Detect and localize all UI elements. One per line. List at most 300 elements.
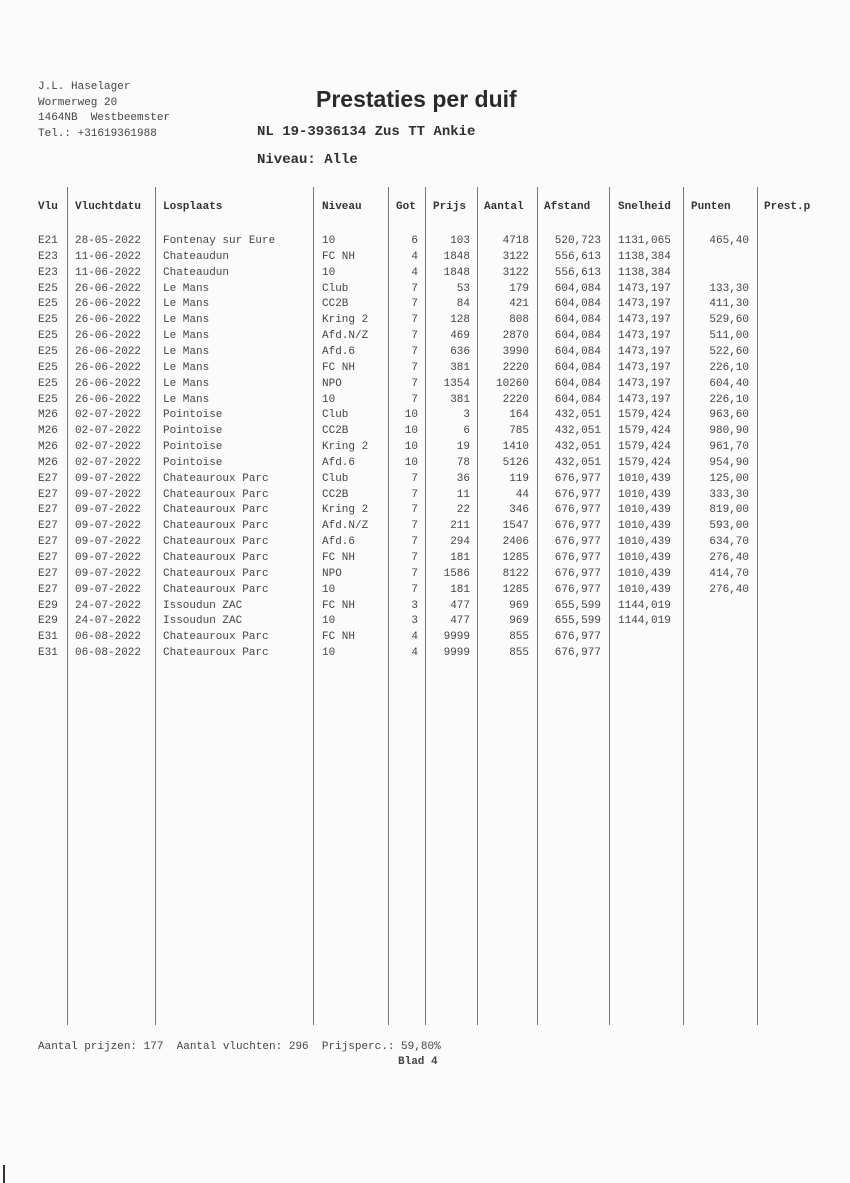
cell-level: CC2B xyxy=(322,488,349,501)
cell-prize: 11 xyxy=(456,488,470,501)
cell-got: 4 xyxy=(411,631,418,644)
cell-vlu: E25 xyxy=(38,314,58,327)
cell-got: 4 xyxy=(411,266,418,279)
column-header-speed: Snelheid xyxy=(618,201,671,213)
cell-vlu: E29 xyxy=(38,599,58,612)
page-number: Blad 4 xyxy=(398,1056,438,1068)
column-header-points: Punten xyxy=(691,201,731,213)
cell-distance: 604,084 xyxy=(554,282,601,295)
cell-date: 09-07-2022 xyxy=(75,504,142,517)
cell-level: Club xyxy=(322,282,349,295)
cell-level: FC NH xyxy=(322,631,356,644)
cell-location: Le Mans xyxy=(163,282,210,295)
cell-prize: 3 xyxy=(463,409,470,422)
cell-distance: 520,723 xyxy=(554,235,601,247)
cell-distance: 676,977 xyxy=(554,536,601,549)
cell-points: 125,00 xyxy=(709,472,749,485)
cell-location: Issoudun ZAC xyxy=(163,599,243,612)
cell-points: 276,40 xyxy=(709,583,749,596)
cell-distance: 676,977 xyxy=(554,583,601,596)
cell-date: 09-07-2022 xyxy=(75,472,142,485)
cell-date: 09-07-2022 xyxy=(75,488,142,501)
cell-date: 06-08-2022 xyxy=(75,647,142,660)
cell-got: 7 xyxy=(411,298,418,311)
summary: Aantal prijzen: 177 Aantal vluchten: 296 Prijsperc.: 59,80% xyxy=(38,1041,441,1053)
table-row xyxy=(0,346,850,362)
cell-prize: 636 xyxy=(450,345,470,358)
cell-count: 855 xyxy=(509,631,529,644)
cell-date: 11-06-2022 xyxy=(75,250,142,263)
cell-location: Chateauroux Parc xyxy=(163,472,269,485)
cell-got: 7 xyxy=(411,472,418,485)
cell-speed: 1010,439 xyxy=(618,488,671,501)
cell-count: 1285 xyxy=(502,552,529,564)
cell-got: 7 xyxy=(411,361,418,374)
cell-date: 26-06-2022 xyxy=(75,282,142,295)
cell-location: Chateaudun xyxy=(163,266,230,279)
cell-location: Pointoise xyxy=(163,441,223,454)
table-row xyxy=(0,362,850,378)
cell-got: 7 xyxy=(411,504,418,517)
cell-location: Issoudun ZAC xyxy=(163,615,243,628)
cell-date: 02-07-2022 xyxy=(75,409,142,422)
table-row xyxy=(0,615,850,631)
cell-date: 26-06-2022 xyxy=(75,361,142,374)
cell-location: Chateauroux Parc xyxy=(163,488,269,501)
cell-date: 28-05-2022 xyxy=(75,235,142,247)
table-row xyxy=(0,330,850,346)
cell-level: Afd.6 xyxy=(322,345,356,358)
cell-got: 4 xyxy=(411,647,418,660)
cell-count: 2220 xyxy=(502,393,529,406)
cell-count: 44 xyxy=(515,488,529,501)
cell-vlu: M26 xyxy=(38,441,58,454)
column-header-level: Niveau xyxy=(322,201,362,213)
cell-count: 969 xyxy=(509,615,529,628)
cell-location: Chateaudun xyxy=(163,250,230,263)
cell-distance: 604,084 xyxy=(554,377,601,390)
cell-vlu: E27 xyxy=(38,567,58,580)
cell-date: 26-06-2022 xyxy=(75,298,142,311)
cell-prize: 294 xyxy=(450,536,470,549)
cell-prize: 103 xyxy=(450,235,470,247)
cell-date: 26-06-2022 xyxy=(75,345,142,358)
cell-location: Fontenay sur Eure xyxy=(163,235,276,247)
cell-points: 961,70 xyxy=(709,441,749,454)
cell-distance: 604,084 xyxy=(554,298,601,311)
cell-distance: 676,977 xyxy=(554,488,601,501)
cell-count: 3122 xyxy=(502,266,529,279)
cell-points: 522,60 xyxy=(709,345,749,358)
cell-vlu: E23 xyxy=(38,250,58,263)
cell-speed: 1473,197 xyxy=(618,361,671,374)
cell-count: 2870 xyxy=(502,330,529,343)
table-row xyxy=(0,314,850,330)
cell-speed: 1579,424 xyxy=(618,441,671,454)
cell-points: 593,00 xyxy=(709,520,749,533)
cell-prize: 6 xyxy=(463,425,470,438)
table-row xyxy=(0,520,850,536)
cell-prize: 181 xyxy=(450,583,470,596)
cell-got: 10 xyxy=(404,409,418,422)
cell-count: 3122 xyxy=(502,250,529,263)
cell-count: 1547 xyxy=(502,520,529,533)
cell-level: FC NH xyxy=(322,250,356,263)
cell-location: Le Mans xyxy=(163,393,210,406)
cell-date: 11-06-2022 xyxy=(75,266,142,279)
table-row xyxy=(0,647,850,663)
cell-location: Chateauroux Parc xyxy=(163,504,269,517)
cell-level: Club xyxy=(322,409,349,422)
cell-vlu: E23 xyxy=(38,266,58,279)
table-row xyxy=(0,267,850,283)
cell-distance: 556,613 xyxy=(554,250,601,263)
cell-level: Club xyxy=(322,472,349,485)
cell-level: CC2B xyxy=(322,298,349,311)
cell-level: NPO xyxy=(322,377,342,390)
cell-speed: 1010,439 xyxy=(618,520,671,533)
cell-distance: 604,084 xyxy=(554,345,601,358)
cell-count: 346 xyxy=(509,504,529,517)
cell-vlu: M26 xyxy=(38,409,58,422)
cell-got: 6 xyxy=(411,235,418,247)
cell-level: Kring 2 xyxy=(322,504,369,517)
table-row xyxy=(0,378,850,394)
cell-points: 276,40 xyxy=(709,552,749,564)
cell-points: 604,40 xyxy=(709,377,749,390)
table-row xyxy=(0,235,850,251)
cell-distance: 556,613 xyxy=(554,266,601,279)
cell-speed: 1010,439 xyxy=(618,472,671,485)
cell-points: 819,00 xyxy=(709,504,749,517)
cell-level: 10 xyxy=(322,583,336,596)
cell-points: 963,60 xyxy=(709,409,749,422)
cell-location: Le Mans xyxy=(163,377,210,390)
table-row xyxy=(0,298,850,314)
cell-got: 3 xyxy=(411,599,418,612)
cell-prize: 53 xyxy=(456,282,470,295)
cell-points: 411,30 xyxy=(709,298,749,311)
cell-prize: 1354 xyxy=(443,377,470,390)
cell-distance: 432,051 xyxy=(554,425,601,438)
cell-points: 529,60 xyxy=(709,314,749,327)
table-row xyxy=(0,600,850,616)
cell-got: 7 xyxy=(411,330,418,343)
cell-prize: 78 xyxy=(456,456,470,469)
cell-got: 10 xyxy=(404,425,418,438)
cell-got: 7 xyxy=(411,282,418,295)
table-row xyxy=(0,251,850,267)
cell-points: 465,40 xyxy=(709,235,749,247)
cell-date: 24-07-2022 xyxy=(75,599,142,612)
cell-count: 2406 xyxy=(502,536,529,549)
cell-speed: 1010,439 xyxy=(618,552,671,564)
cell-count: 808 xyxy=(509,314,529,327)
cell-date: 26-06-2022 xyxy=(75,393,142,406)
cell-speed: 1131,065 xyxy=(618,235,671,247)
cell-speed: 1144,019 xyxy=(618,599,671,612)
cell-vlu: M26 xyxy=(38,425,58,438)
cell-got: 7 xyxy=(411,520,418,533)
cell-got: 7 xyxy=(411,345,418,358)
cell-date: 09-07-2022 xyxy=(75,536,142,549)
cell-prize: 211 xyxy=(450,520,470,533)
cell-prize: 36 xyxy=(456,472,470,485)
table-row xyxy=(0,489,850,505)
cell-count: 4718 xyxy=(502,235,529,247)
cell-distance: 655,599 xyxy=(554,599,601,612)
cell-vlu: E27 xyxy=(38,472,58,485)
cell-prize: 381 xyxy=(450,361,470,374)
table-row xyxy=(0,283,850,299)
cell-location: Chateauroux Parc xyxy=(163,520,269,533)
cell-location: Chateauroux Parc xyxy=(163,536,269,549)
cell-prize: 9999 xyxy=(443,647,470,660)
cell-level: FC NH xyxy=(322,552,356,564)
cell-level: FC NH xyxy=(322,599,356,612)
cell-level: Afd.N/Z xyxy=(322,330,369,343)
cell-prize: 22 xyxy=(456,504,470,517)
scan-edge xyxy=(3,1165,5,1183)
cell-prize: 1586 xyxy=(443,567,470,580)
cell-distance: 676,977 xyxy=(554,631,601,644)
table-row xyxy=(0,631,850,647)
cell-location: Pointoise xyxy=(163,409,223,422)
cell-speed: 1138,384 xyxy=(618,250,671,263)
cell-points: 954,90 xyxy=(709,456,749,469)
cell-vlu: E27 xyxy=(38,536,58,549)
cell-prize: 128 xyxy=(450,314,470,327)
cell-date: 09-07-2022 xyxy=(75,552,142,564)
cell-prize: 469 xyxy=(450,330,470,343)
cell-level: Kring 2 xyxy=(322,441,369,454)
page-title: Prestaties per duif xyxy=(316,86,517,112)
cell-level: Kring 2 xyxy=(322,314,369,327)
table-row xyxy=(0,552,850,568)
cell-count: 10260 xyxy=(495,377,529,390)
cell-vlu: E27 xyxy=(38,504,58,517)
cell-got: 7 xyxy=(411,552,418,564)
cell-distance: 676,977 xyxy=(554,567,601,580)
cell-level: CC2B xyxy=(322,425,349,438)
cell-speed: 1473,197 xyxy=(618,298,671,311)
cell-speed: 1473,197 xyxy=(618,377,671,390)
table-row xyxy=(0,441,850,457)
cell-location: Chateauroux Parc xyxy=(163,631,269,644)
cell-date: 02-07-2022 xyxy=(75,441,142,454)
cell-date: 24-07-2022 xyxy=(75,615,142,628)
cell-level: FC NH xyxy=(322,361,356,374)
level-label: Niveau: Alle xyxy=(257,152,358,168)
cell-distance: 655,599 xyxy=(554,615,601,628)
cell-vlu: E31 xyxy=(38,647,58,660)
table-row xyxy=(0,457,850,473)
cell-points: 133,30 xyxy=(709,282,749,295)
cell-got: 7 xyxy=(411,393,418,406)
column-header-prize: Prijs xyxy=(433,201,467,213)
cell-location: Le Mans xyxy=(163,361,210,374)
cell-date: 09-07-2022 xyxy=(75,583,142,596)
cell-speed: 1138,384 xyxy=(618,266,671,279)
cell-points: 980,90 xyxy=(709,425,749,438)
cell-got: 7 xyxy=(411,377,418,390)
table-row xyxy=(0,473,850,489)
cell-speed: 1010,439 xyxy=(618,504,671,517)
table-row xyxy=(0,394,850,410)
cell-speed: 1473,197 xyxy=(618,314,671,327)
cell-distance: 676,977 xyxy=(554,647,601,660)
cell-distance: 604,084 xyxy=(554,314,601,327)
cell-count: 179 xyxy=(509,282,529,295)
cell-points: 414,70 xyxy=(709,567,749,580)
cell-prize: 477 xyxy=(450,599,470,612)
cell-vlu: E21 xyxy=(38,235,58,247)
cell-got: 7 xyxy=(411,567,418,580)
cell-speed: 1010,439 xyxy=(618,536,671,549)
cell-count: 855 xyxy=(509,647,529,660)
cell-distance: 676,977 xyxy=(554,472,601,485)
cell-vlu: E27 xyxy=(38,583,58,596)
cell-points: 634,70 xyxy=(709,536,749,549)
column-header-vlu: Vlu xyxy=(38,201,58,213)
table-row xyxy=(0,504,850,520)
cell-speed: 1579,424 xyxy=(618,425,671,438)
cell-count: 969 xyxy=(509,599,529,612)
cell-vlu: E25 xyxy=(38,330,58,343)
cell-prize: 19 xyxy=(456,441,470,454)
table-row xyxy=(0,536,850,552)
cell-count: 1285 xyxy=(502,583,529,596)
cell-prize: 381 xyxy=(450,393,470,406)
cell-level: 10 xyxy=(322,615,336,628)
cell-got: 7 xyxy=(411,314,418,327)
cell-vlu: E27 xyxy=(38,488,58,501)
cell-distance: 604,084 xyxy=(554,361,601,374)
cell-got: 10 xyxy=(404,441,418,454)
cell-date: 09-07-2022 xyxy=(75,567,142,580)
cell-points: 226,10 xyxy=(709,361,749,374)
cell-distance: 676,977 xyxy=(554,504,601,517)
sender-street: Wormerweg 20 xyxy=(38,96,118,109)
cell-speed: 1473,197 xyxy=(618,282,671,295)
cell-speed: 1473,197 xyxy=(618,345,671,358)
cell-distance: 432,051 xyxy=(554,456,601,469)
column-header-distance: Afstand xyxy=(544,201,591,213)
cell-vlu: E25 xyxy=(38,345,58,358)
cell-location: Le Mans xyxy=(163,345,210,358)
cell-vlu: E25 xyxy=(38,298,58,311)
cell-points: 226,10 xyxy=(709,393,749,406)
cell-location: Chateauroux Parc xyxy=(163,647,269,660)
cell-speed: 1010,439 xyxy=(618,583,671,596)
cell-count: 1410 xyxy=(502,441,529,454)
cell-speed: 1144,019 xyxy=(618,615,671,628)
cell-count: 164 xyxy=(509,409,529,422)
cell-level: Afd.N/Z xyxy=(322,520,369,533)
table-row xyxy=(0,584,850,600)
cell-prize: 1848 xyxy=(443,250,470,263)
cell-prize: 1848 xyxy=(443,266,470,279)
cell-distance: 604,084 xyxy=(554,330,601,343)
cell-prize: 84 xyxy=(456,298,470,311)
cell-got: 7 xyxy=(411,488,418,501)
cell-count: 8122 xyxy=(502,567,529,580)
cell-count: 3990 xyxy=(502,345,529,358)
cell-got: 10 xyxy=(404,456,418,469)
cell-level: 10 xyxy=(322,647,336,660)
table-row xyxy=(0,409,850,425)
cell-date: 26-06-2022 xyxy=(75,377,142,390)
column-header-count: Aantal xyxy=(484,201,524,213)
cell-location: Chateauroux Parc xyxy=(163,583,269,596)
cell-location: Le Mans xyxy=(163,314,210,327)
cell-date: 02-07-2022 xyxy=(75,456,142,469)
cell-date: 06-08-2022 xyxy=(75,631,142,644)
column-header-date: Vluchtdatu xyxy=(75,201,142,213)
cell-date: 09-07-2022 xyxy=(75,520,142,533)
cell-prize: 9999 xyxy=(443,631,470,644)
column-header-location: Losplaats xyxy=(163,201,223,213)
sender-phone: Tel.: +31619361988 xyxy=(38,127,157,140)
cell-distance: 676,977 xyxy=(554,520,601,533)
cell-date: 26-06-2022 xyxy=(75,330,142,343)
cell-vlu: M26 xyxy=(38,456,58,469)
cell-speed: 1010,439 xyxy=(618,567,671,580)
table-row xyxy=(0,425,850,441)
cell-vlu: E25 xyxy=(38,361,58,374)
cell-location: Le Mans xyxy=(163,298,210,311)
cell-count: 5126 xyxy=(502,456,529,469)
cell-prize: 181 xyxy=(450,552,470,564)
cell-speed: 1473,197 xyxy=(618,330,671,343)
table-row xyxy=(0,568,850,584)
cell-level: Afd.6 xyxy=(322,536,356,549)
cell-points: 511,00 xyxy=(709,330,749,343)
cell-speed: 1579,424 xyxy=(618,456,671,469)
cell-prize: 477 xyxy=(450,615,470,628)
pigeon-id: NL 19-3936134 Zus TT Ankie xyxy=(257,124,476,140)
cell-vlu: E31 xyxy=(38,631,58,644)
cell-location: Pointoise xyxy=(163,456,223,469)
cell-date: 26-06-2022 xyxy=(75,314,142,327)
cell-distance: 676,977 xyxy=(554,552,601,564)
cell-vlu: E25 xyxy=(38,393,58,406)
cell-speed: 1579,424 xyxy=(618,409,671,422)
cell-vlu: E25 xyxy=(38,282,58,295)
sender-address xyxy=(38,80,170,142)
cell-got: 7 xyxy=(411,583,418,596)
cell-count: 119 xyxy=(509,472,529,485)
sender-name: J.L. Haselager xyxy=(38,81,131,93)
cell-vlu: E27 xyxy=(38,552,58,564)
cell-location: Chateauroux Parc xyxy=(163,567,269,580)
cell-location: Pointoise xyxy=(163,425,223,438)
cell-count: 785 xyxy=(509,425,529,438)
sender-city: 1464NB Westbeemster xyxy=(38,112,171,124)
cell-vlu: E25 xyxy=(38,377,58,390)
cell-level: NPO xyxy=(322,567,342,580)
cell-count: 2220 xyxy=(502,361,529,374)
cell-date: 02-07-2022 xyxy=(75,425,142,438)
cell-location: Le Mans xyxy=(163,330,210,343)
cell-speed: 1473,197 xyxy=(618,393,671,406)
cell-location: Chateauroux Parc xyxy=(163,552,269,564)
column-header-got: Got xyxy=(396,201,416,213)
cell-distance: 432,051 xyxy=(554,441,601,454)
cell-vlu: E27 xyxy=(38,520,58,533)
cell-level: 10 xyxy=(322,235,336,247)
cell-distance: 604,084 xyxy=(554,393,601,406)
